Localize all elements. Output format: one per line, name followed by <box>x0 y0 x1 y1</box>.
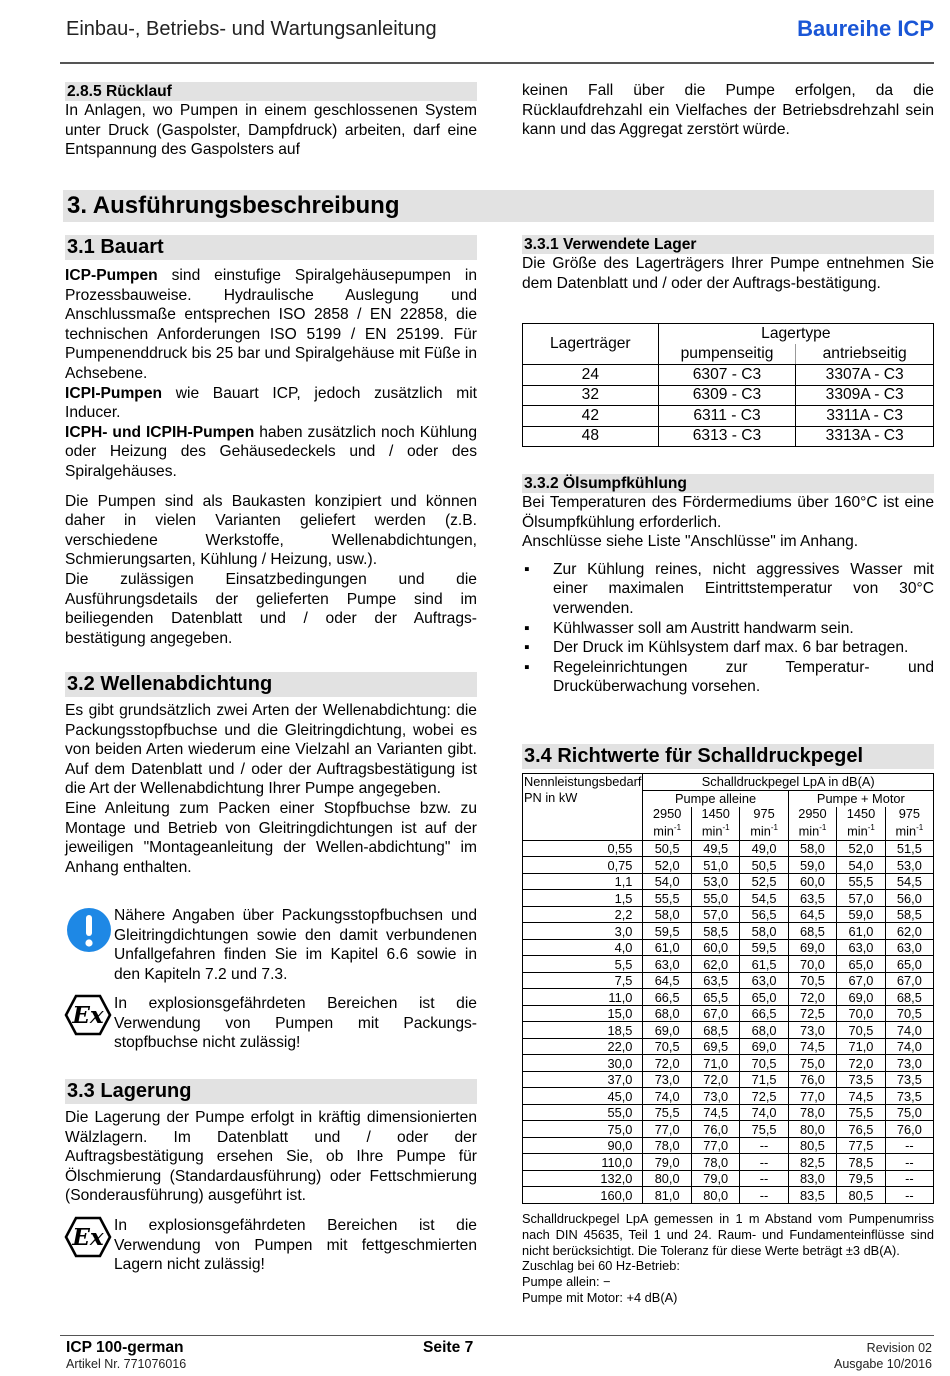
sound-row <box>523 1088 934 1105</box>
sound-cell: 73,0 <box>885 1055 933 1072</box>
sound-cell: 70,0 <box>837 1005 886 1022</box>
sound-cell: 68,5 <box>691 1022 740 1039</box>
exclamation-icon <box>66 907 112 953</box>
sound-cell: 80,0 <box>691 1187 740 1204</box>
sound-row <box>523 1137 934 1154</box>
icpi-text: wie Bauart ICP, jedoch zusätzlich mit Inducer. <box>65 384 477 422</box>
sound-cell: 54,5 <box>740 890 788 907</box>
section-332-p1: Bei Temperaturen des Fördermediums über 160°C ist eine Ölsumpfkühlung erforderlich. <box>522 494 934 531</box>
sound-cell: 45,0 <box>523 1088 643 1105</box>
sound-row <box>523 939 934 956</box>
sound-cell: 30,0 <box>523 1055 643 1072</box>
sound-cell: 73,5 <box>837 1071 886 1088</box>
sound-cell: 54,0 <box>837 857 886 874</box>
sound-cell: 160,0 <box>523 1187 643 1204</box>
sound-cell: 73,5 <box>885 1088 933 1105</box>
sound-cell: 62,0 <box>885 923 933 940</box>
section-32 <box>65 672 477 877</box>
sound-cell: 75,0 <box>523 1121 643 1138</box>
sound-cell: 54,5 <box>885 873 933 890</box>
sound-row <box>523 1154 934 1171</box>
sound-cell: 69,5 <box>691 1038 740 1055</box>
sound-cell: 66,5 <box>643 989 692 1006</box>
section-31-p5: Die zulässigen Einsatzbedingungen und die Ausführungsdetails der gelieferten Pumpe sind im beiliegenden Datenblatt und / oder der Auftrags-bestätigung angegeben. <box>65 570 477 647</box>
sound-row <box>523 840 934 857</box>
icph-label: ICPH- und ICPIH-Pumpen <box>65 423 255 441</box>
section-332-title: 3.3.2 Ölsumpfkühlung <box>522 474 934 493</box>
sound-cell: 0,75 <box>523 857 643 874</box>
sound-cell: 62,0 <box>691 956 740 973</box>
bearing-header-carrier: Lagerträger <box>523 324 659 365</box>
sound-cell: 69,0 <box>740 1038 788 1055</box>
sound-row <box>523 956 934 973</box>
sound-cell: 3,0 <box>523 923 643 940</box>
sound-cell: 58,0 <box>788 840 837 857</box>
bearing-header-pump: pumpenseitig <box>658 344 796 365</box>
sound-cell: 58,0 <box>643 906 692 923</box>
speed-value: 975 <box>753 805 775 821</box>
sound-row <box>523 1005 934 1022</box>
cooling-bullet-item: ▪ Zur Kühlung reines, nicht aggressives Wasser mit einer maximalen Eintrittstemperatur von 30°C verwenden. <box>522 560 934 619</box>
sound-cell: 50,5 <box>643 840 692 857</box>
sound-cell: 78,0 <box>788 1104 837 1121</box>
ex-icon <box>64 994 112 1036</box>
sound-cell: 80,5 <box>837 1187 886 1204</box>
sound-cell: 51,0 <box>691 857 740 874</box>
sound-cell: 50,5 <box>740 857 788 874</box>
sound-cell: 74,0 <box>885 1022 933 1039</box>
sound-note-1: Schalldruckpegel LpA gemessen in 1 m Abstand vom Pumpenumriss nach DIN 45635, Teil 1 und 24. Raum- und Fundamenteinflüsse sind nicht berücksichtigt. Die Toleranz für diese Werte beträgt ±3 dB(A). <box>522 1211 934 1258</box>
speed-unit-exponent: -1 <box>770 822 778 832</box>
sound-cell: 73,0 <box>788 1022 837 1039</box>
sound-cell: 55,0 <box>523 1104 643 1121</box>
section-33-title: 3.3 Lagerung <box>65 1079 477 1104</box>
sound-cell: 1,5 <box>523 890 643 907</box>
speed-header <box>691 807 740 841</box>
sound-cell: 61,0 <box>837 923 886 940</box>
sound-cell: 65,0 <box>740 989 788 1006</box>
speed-unit-exponent: -1 <box>722 822 730 832</box>
sound-cell: 56,0 <box>885 890 933 907</box>
section-285-text-left: In Anlagen, wo Pumpen in einem geschlossenen System unter Druck (Gaspolster, Dampfdruck) arbeiten, darf eine Entspannung des Gaspolsters auf <box>65 102 477 159</box>
sound-cell: 63,0 <box>885 939 933 956</box>
sound-cell: 72,5 <box>740 1088 788 1105</box>
section-331-p1: Die Größe des Lagerträgers Ihrer Pumpe entnehmen Sie dem Datenblatt und / oder der Auftrags-bestätigung. <box>522 255 934 292</box>
sound-cell: 65,0 <box>837 956 886 973</box>
sound-row <box>523 906 934 923</box>
sound-cell: 75,5 <box>837 1104 886 1121</box>
sound-cell: 68,0 <box>740 1022 788 1039</box>
ex-warning-grease: In explosionsgefährdeten Bereichen ist die Verwendung von Pumpen mit fettgeschmierten Lagern nicht zulässig! <box>114 1217 477 1274</box>
sound-cell: 72,0 <box>837 1055 886 1072</box>
sound-row <box>523 1104 934 1121</box>
speed-unit <box>743 821 784 838</box>
sound-cell: 18,5 <box>523 1022 643 1039</box>
sound-cell: 64,5 <box>788 906 837 923</box>
sound-row <box>523 1055 934 1072</box>
speed-value: 975 <box>898 805 921 821</box>
sound-cell: 69,0 <box>643 1022 692 1039</box>
sound-cell: 73,0 <box>691 1088 740 1105</box>
sound-row <box>523 989 934 1006</box>
sound-cell: 77,0 <box>643 1121 692 1138</box>
sound-note-3: Pumpe allein: − <box>522 1274 611 1290</box>
speed-header <box>740 807 788 841</box>
bearing-cell: 3307A - C3 <box>796 365 934 386</box>
sound-cell: 75,0 <box>885 1104 933 1121</box>
sound-cell: 59,5 <box>740 939 788 956</box>
sound-cell: 79,0 <box>643 1154 692 1171</box>
sound-row <box>523 972 934 989</box>
sound-cell: 70,5 <box>837 1022 886 1039</box>
sound-cell: 77,0 <box>691 1137 740 1154</box>
sound-cell: 68,5 <box>788 923 837 940</box>
bearing-cell: 6309 - C3 <box>658 385 796 406</box>
sound-cell: 60,0 <box>788 873 837 890</box>
sound-cell: -- <box>885 1187 933 1204</box>
section-285-title: 2.8.5 Rücklauf <box>65 82 477 101</box>
sound-cell: 54,0 <box>643 873 692 890</box>
sound-cell: -- <box>740 1154 788 1171</box>
sound-cell: 76,5 <box>837 1121 886 1138</box>
speed-value: 2950 <box>798 805 827 821</box>
sound-cell: 65,0 <box>885 956 933 973</box>
sound-cell: 67,0 <box>691 1005 740 1022</box>
chapter-3-title: 3. Ausführungsbeschreibung <box>63 190 934 222</box>
speed-unit-text: min <box>750 822 771 838</box>
sound-cell: 74,5 <box>788 1038 837 1055</box>
ex-warning-packing: In explosionsgefährdeten Bereichen ist die Verwendung von Pumpen mit Packungs-stopfbuchse nicht zulässig! <box>114 995 477 1052</box>
bearing-cell: 42 <box>523 406 659 427</box>
sound-cell: 81,0 <box>643 1187 692 1204</box>
footer-issue: Ausgabe 10/2016 <box>833 1357 932 1371</box>
sound-notes <box>522 1211 934 1306</box>
sound-cell: -- <box>885 1170 933 1187</box>
section-31 <box>65 235 477 648</box>
bearing-row <box>523 365 934 386</box>
ex-icon <box>64 1216 112 1258</box>
cooling-bullet-item: ▪ Regeleinrichtungen zur Temperatur- und Drucküberwachung vorsehen. <box>522 658 934 697</box>
sound-cell: 55,5 <box>643 890 692 907</box>
sound-cell: 74,5 <box>837 1088 886 1105</box>
section-331-title: 3.3.1 Verwendete Lager <box>522 235 934 254</box>
sound-cell: -- <box>740 1137 788 1154</box>
speed-header <box>837 807 886 841</box>
sound-cell: 63,5 <box>691 972 740 989</box>
sound-cell: 60,0 <box>691 939 740 956</box>
speed-unit-text: min <box>653 822 674 838</box>
section-285-text-right: keinen Fall über die Pumpe erfolgen, da die Rücklaufdrehzahl ein Vielfaches der Betriebsdrehzahl sein kann und das Aggregat zerstört würde. <box>522 82 934 139</box>
sound-cell: 7,5 <box>523 972 643 989</box>
sound-cell: 51,5 <box>885 840 933 857</box>
bearing-table <box>522 323 934 447</box>
bearing-header-drive: antriebseitig <box>796 344 934 365</box>
sound-cell: 69,0 <box>837 989 886 1006</box>
sound-cell: 5,5 <box>523 956 643 973</box>
sound-cell: 72,0 <box>643 1055 692 1072</box>
svg-text:Ex: Ex <box>72 1224 104 1251</box>
cooling-bullets <box>522 560 934 697</box>
bearing-cell: 24 <box>523 365 659 386</box>
speed-header <box>788 807 837 841</box>
sound-cell: -- <box>740 1187 788 1204</box>
cooling-bullet-item: ▪ Kühlwasser soll am Austritt handwarm sein. <box>522 619 934 639</box>
sound-cell: -- <box>885 1137 933 1154</box>
sound-cell: 53,0 <box>691 873 740 890</box>
sound-row <box>523 857 934 874</box>
sound-cell: 66,5 <box>740 1005 788 1022</box>
section-33 <box>65 1079 477 1206</box>
sound-cell: 63,0 <box>837 939 886 956</box>
sound-header-alone: Pumpe alleine <box>643 790 788 807</box>
section-32-title: 3.2 Wellenabdichtung <box>65 672 477 697</box>
sound-cell: 74,0 <box>885 1038 933 1055</box>
speed-unit-text: min <box>701 822 723 838</box>
sound-row <box>523 1121 934 1138</box>
sound-row <box>523 1071 934 1088</box>
speed-unit <box>792 821 834 838</box>
sound-cell: 52,0 <box>837 840 886 857</box>
sound-row <box>523 873 934 890</box>
sound-cell: 52,0 <box>643 857 692 874</box>
sound-cell: 49,0 <box>740 840 788 857</box>
sound-cell: 56,5 <box>740 906 788 923</box>
speed-unit-exponent: -1 <box>916 822 924 832</box>
speed-value: 1450 <box>846 805 876 821</box>
sound-cell: 58,5 <box>691 923 740 940</box>
section-331 <box>522 235 934 293</box>
sound-cell: 83,5 <box>788 1187 837 1204</box>
sound-header-power: Nennleistungsbedarf PN in kW <box>523 774 643 841</box>
footer-revision: Revision 02 <box>866 1341 932 1355</box>
sound-row <box>523 1187 934 1204</box>
sound-cell: 71,0 <box>837 1038 886 1055</box>
sound-cell: 80,0 <box>788 1121 837 1138</box>
speed-value: 2950 <box>652 805 682 821</box>
section-332-p2: Anschlüsse siehe Liste "Anschlüsse" im Anhang. <box>522 533 859 551</box>
sound-cell: 72,0 <box>691 1071 740 1088</box>
sound-cell: 0,55 <box>523 840 643 857</box>
speed-unit-exponent: -1 <box>819 822 827 832</box>
sound-cell: 78,0 <box>691 1154 740 1171</box>
speed-unit <box>889 821 930 838</box>
footer-article: Artikel Nr. 771076016 <box>66 1357 187 1371</box>
sound-row <box>523 1170 934 1187</box>
section-31-p2 <box>65 384 477 423</box>
sound-cell: 64,5 <box>643 972 692 989</box>
header-divider <box>60 62 934 64</box>
sound-cell: 57,0 <box>837 890 886 907</box>
bearing-row <box>523 426 934 447</box>
sound-cell: 77,5 <box>837 1137 886 1154</box>
bearing-cell: 6311 - C3 <box>658 406 796 427</box>
sound-cell: 65,5 <box>691 989 740 1006</box>
cooling-bullet-item: ▪ Der Druck im Kühlsystem darf max. 6 bar betragen. <box>522 638 934 658</box>
sound-cell: 58,5 <box>885 906 933 923</box>
sound-cell: 15,0 <box>523 1005 643 1022</box>
bearing-header-type: Lagertype <box>658 324 933 345</box>
speed-unit-exponent: -1 <box>867 822 875 832</box>
sound-cell: 22,0 <box>523 1038 643 1055</box>
series-title: Baureihe ICP <box>797 16 934 41</box>
sound-cell: 90,0 <box>523 1137 643 1154</box>
speed-unit <box>695 821 737 838</box>
sound-row <box>523 923 934 940</box>
sound-cell: 79,5 <box>837 1170 886 1187</box>
sound-cell: 77,0 <box>788 1088 837 1105</box>
sound-cell: 55,5 <box>837 873 886 890</box>
footer-doc: ICP 100-german <box>66 1339 184 1356</box>
sound-cell: 61,5 <box>740 956 788 973</box>
sound-cell: 68,5 <box>885 989 933 1006</box>
speed-unit-text: min <box>847 822 868 838</box>
sound-cell: 73,0 <box>643 1071 692 1088</box>
section-32-p2: Eine Anleitung zum Packen einer Stopfbuchse bzw. zu Montage und Betrieb von Gleitringdichtungen ist auf der jeweiligen "Montageanleitung der Wellen-abdichtung" im Anhang enthalten. <box>65 799 477 876</box>
speed-unit <box>840 821 882 838</box>
note-seals: Nähere Angaben über Packungsstopfbuchsen und Gleitringdichtungen sowie den damit verbundenen Unfallgefahren finden Sie im Kapitel 6.6 sowie in den Kapiteln 7.2 und 7.3. <box>114 907 477 983</box>
sound-cell: 76,0 <box>885 1121 933 1138</box>
sound-cell: 70,5 <box>740 1055 788 1072</box>
bearing-row <box>523 385 934 406</box>
sound-cell: 132,0 <box>523 1170 643 1187</box>
sound-cell: 53,0 <box>885 857 933 874</box>
sound-cell: 75,0 <box>788 1055 837 1072</box>
icp-text: sind einstufige Spiralgehäusepumpen in Prozessbauweise. Hydraulische Auslegung und Anschlussmaße entsprechen ISO 2858 / EN 22858, die technischen Anforderungen ISO 5199 / EN 25199. Für Pumpenenddruck bis 25 bar und Spiralgehäuse mit Füße in Achsebene. <box>65 267 477 382</box>
sound-cell: 74,0 <box>643 1088 692 1105</box>
section-31-p3 <box>65 423 477 482</box>
bearing-row <box>523 406 934 427</box>
sound-cell: 59,0 <box>788 857 837 874</box>
sound-cell: 55,0 <box>691 890 740 907</box>
sound-cell: 72,5 <box>788 1005 837 1022</box>
sound-cell: 11,0 <box>523 989 643 1006</box>
speed-header <box>643 807 692 841</box>
section-34-title: 3.4 Richtwerte für Schalldruckpegel <box>522 744 934 769</box>
sound-cell: 70,0 <box>788 956 837 973</box>
sound-cell: 70,5 <box>643 1038 692 1055</box>
sound-cell: 73,5 <box>885 1071 933 1088</box>
bearing-cell: 32 <box>523 385 659 406</box>
sound-cell: 78,0 <box>643 1137 692 1154</box>
speed-header <box>885 807 933 841</box>
section-31-title: 3.1 Bauart <box>65 235 477 260</box>
bearing-cell: 3313A - C3 <box>796 426 934 447</box>
sound-cell: 79,0 <box>691 1170 740 1187</box>
sound-cell: 37,0 <box>523 1071 643 1088</box>
sound-row <box>523 890 934 907</box>
sound-cell: 78,5 <box>837 1154 886 1171</box>
sound-cell: 61,0 <box>643 939 692 956</box>
section-31-p4: Die Pumpen sind als Baukasten konzipiert und können daher in vielen Varianten geliefert werden (z.B. verschiedene Werkstoffe, Wellenabdichtungen, Schmierungsarten, Kühlung / Heizung, usw.). <box>65 492 477 569</box>
bearing-cell: 3311A - C3 <box>796 406 934 427</box>
sound-cell: 71,0 <box>691 1055 740 1072</box>
sound-cell: 67,0 <box>885 972 933 989</box>
sound-cell: 57,0 <box>691 906 740 923</box>
section-32-p1: Es gibt grundsätzlich zwei Arten der Wellenabdichtung: die Packungsstopfbuchse und die Gleitringdichtung, wobei es von beiden Arten wiederum eine Vielzahl an Varianten gibt. Auf dem Datenblatt und / oder der Auftragsbestätigung ist die Art der Wellenabdichtung Ihrer Pumpe angegeben. <box>65 702 477 798</box>
sound-cell: 70,5 <box>788 972 837 989</box>
sound-cell: 58,0 <box>740 923 788 940</box>
section-285 <box>65 82 477 160</box>
section-34 <box>522 744 934 769</box>
footer-divider <box>60 1335 934 1336</box>
sound-table <box>522 773 934 1204</box>
footer-page: Seite 7 <box>423 1339 474 1356</box>
sound-cell: 74,0 <box>740 1104 788 1121</box>
speed-unit-exponent: -1 <box>673 822 682 832</box>
sound-cell: 59,0 <box>837 906 886 923</box>
bearing-cell: 6307 - C3 <box>658 365 796 386</box>
speed-value: 1450 <box>701 805 730 821</box>
sound-cell: -- <box>885 1154 933 1171</box>
sound-cell: 63,0 <box>643 956 692 973</box>
section-285-cont <box>522 81 934 140</box>
sound-cell: 68,0 <box>643 1005 692 1022</box>
svg-text:Ex: Ex <box>72 1002 104 1029</box>
sound-cell: 1,1 <box>523 873 643 890</box>
sound-cell: 76,0 <box>691 1121 740 1138</box>
sound-cell: 63,5 <box>788 890 837 907</box>
sound-note-2: Zuschlag bei 60 Hz-Betrieb: <box>522 1258 680 1274</box>
sound-cell: 80,0 <box>643 1170 692 1187</box>
icpi-label: ICPI-Pumpen <box>65 384 163 402</box>
sound-cell: 80,5 <box>788 1137 837 1154</box>
sound-cell: 59,5 <box>643 923 692 940</box>
sound-cell: 76,0 <box>788 1071 837 1088</box>
sound-header-main: Schalldruckpegel LpA in dB(A) <box>643 774 934 791</box>
sound-cell: 4,0 <box>523 939 643 956</box>
sound-cell: 75,5 <box>740 1121 788 1138</box>
icph-text: haben zusätzlich noch Kühlung oder Heizung des Gehäusedeckels und / oder des Spiralgehäuses. <box>65 423 477 480</box>
bearing-cell: 3309A - C3 <box>796 385 934 406</box>
sound-cell: 2,2 <box>523 906 643 923</box>
speed-unit <box>646 821 688 838</box>
icp-label: ICP-Pumpen <box>65 267 158 284</box>
sound-header-motor: Pumpe + Motor <box>788 790 933 807</box>
sound-cell: -- <box>740 1170 788 1187</box>
sound-cell: 72,0 <box>788 989 837 1006</box>
section-31-p1 <box>65 266 477 384</box>
sound-cell: 67,0 <box>837 972 886 989</box>
sound-cell: 70,5 <box>885 1005 933 1022</box>
sound-row <box>523 1022 934 1039</box>
bearing-cell: 6313 - C3 <box>658 426 796 447</box>
bearing-cell: 48 <box>523 426 659 447</box>
sound-row <box>523 1038 934 1055</box>
sound-cell: 63,0 <box>740 972 788 989</box>
header-title: Einbau-, Betriebs- und Wartungsanleitung <box>66 18 437 40</box>
sound-cell: 82,5 <box>788 1154 837 1171</box>
section-33-p1: Die Lagerung der Pumpe erfolgt in kräftig dimensionierten Wälzlagern. Im Datenblatt und / oder der Auftragsbestätigung ersehen Sie, ob Ihre Pumpe für Ölschmierung (Standardausführung) oder Fettschmierung (Sonderausführung) ausgeführt ist. <box>65 1109 477 1205</box>
sound-cell: 110,0 <box>523 1154 643 1171</box>
sound-cell: 49,5 <box>691 840 740 857</box>
section-332 <box>522 474 934 697</box>
sound-cell: 75,5 <box>643 1104 692 1121</box>
speed-unit-text: min <box>798 822 820 838</box>
sound-note-4: Pumpe mit Motor: +4 dB(A) <box>522 1289 678 1305</box>
sound-cell: 83,0 <box>788 1170 837 1187</box>
sound-cell: 52,5 <box>740 873 788 890</box>
sound-cell: 71,5 <box>740 1071 788 1088</box>
sound-cell: 74,5 <box>691 1104 740 1121</box>
speed-unit-text: min <box>895 822 917 838</box>
sound-cell: 69,0 <box>788 939 837 956</box>
